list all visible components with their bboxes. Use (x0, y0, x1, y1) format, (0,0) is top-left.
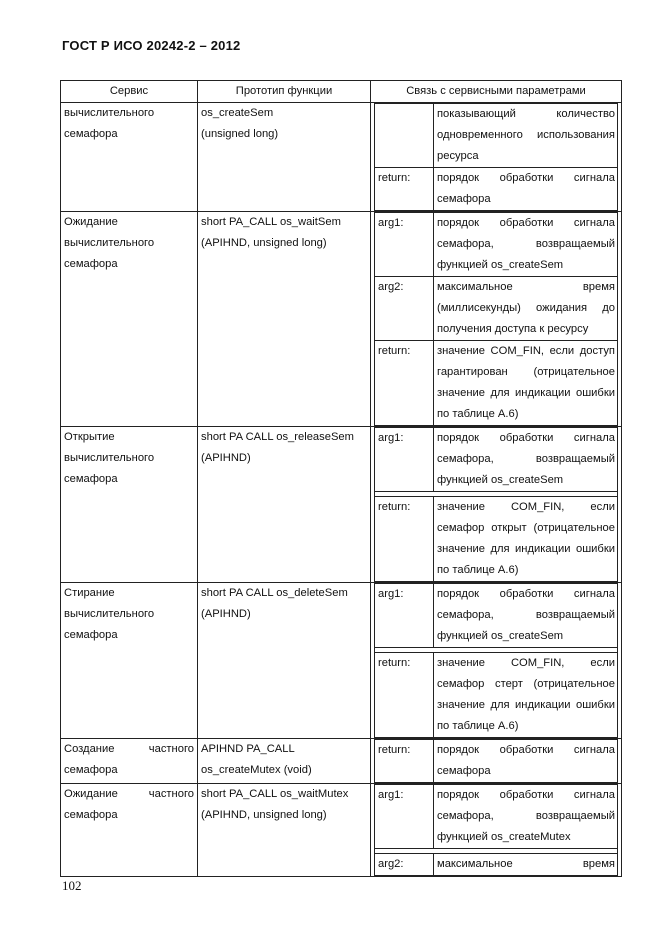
table-row (61, 103, 622, 212)
service-cell (61, 583, 198, 739)
parameters-cell (371, 427, 622, 583)
parameter-entry (375, 213, 618, 277)
parameter-key: return: (375, 168, 434, 211)
parameter-line: максимальное время (437, 281, 615, 293)
parameter-line: семафор стерт (отрицательное (437, 678, 615, 690)
parameter-entry (375, 104, 618, 168)
service-text: вычислительного (64, 107, 155, 119)
service-cell (61, 212, 198, 427)
parameter-line: функцией os_createMutex (437, 831, 571, 843)
parameter-entry (375, 740, 618, 783)
parameter-line: по таблице А.6) (437, 564, 519, 576)
parameter-entry (375, 277, 618, 341)
parameter-key: arg2: (375, 854, 434, 876)
parameters-cell (371, 583, 622, 739)
page-number: 102 (62, 878, 82, 893)
parameter-description (434, 785, 618, 849)
table-body (61, 103, 622, 877)
service-text: Ожидание (64, 216, 118, 228)
parameter-line: по таблице А.6) (437, 720, 519, 732)
parameter-line: показывающий количество (437, 108, 615, 120)
parameter-description (434, 213, 618, 277)
parameter-entry (375, 168, 618, 211)
prototype-text: os_createMutex (void) (201, 764, 312, 776)
parameter-line: семафора, возвращаемый (437, 238, 615, 250)
parameter-line: семафора, возвращаемый (437, 810, 615, 822)
table-row (61, 583, 622, 739)
parameter-line: семафор открыт (отрицательное (437, 522, 615, 534)
service-cell (61, 103, 198, 212)
parameter-line: семафора, возвращаемый (437, 453, 615, 465)
prototype-cell (198, 739, 371, 784)
prototype-text: short PA_CALL os_waitSem (201, 216, 341, 228)
service-cell (61, 427, 198, 583)
parameter-line: по таблице А.6) (437, 408, 519, 420)
parameter-entry (375, 854, 618, 876)
parameter-line: порядок обработки сигнала (437, 789, 615, 801)
parameter-list (374, 212, 618, 426)
service-text: Создание частного (64, 743, 194, 755)
parameter-line: значение для индикации ошибки (437, 699, 615, 711)
prototype-cell (198, 427, 371, 583)
parameter-line: порядок обработки сигнала (437, 432, 615, 444)
service-cell (61, 739, 198, 784)
parameter-line: семафора (437, 765, 491, 777)
parameter-line: гарантирован (отрицательное (437, 366, 615, 378)
prototype-text: os_createSem (201, 107, 274, 119)
service-cell (61, 784, 198, 877)
parameter-key: return: (375, 653, 434, 738)
parameter-line: семафора, возвращаемый (437, 609, 615, 621)
parameter-line: порядок обработки сигнала (437, 588, 615, 600)
parameter-line: значение COM_FIN, если (437, 501, 615, 513)
parameter-description (434, 497, 618, 582)
prototype-text: short PA CALL os_releaseSem (201, 431, 354, 443)
column-header-service: Сервис (61, 81, 198, 103)
parameter-key: arg1: (375, 785, 434, 849)
parameters-cell (371, 212, 622, 427)
parameter-key: return: (375, 740, 434, 783)
parameter-list (374, 103, 618, 211)
parameter-line: значение для индикации ошибки (437, 543, 615, 555)
parameter-description (434, 428, 618, 492)
parameter-line: значение для индикации ошибки (437, 387, 615, 399)
parameter-list (374, 784, 618, 876)
parameter-key: return: (375, 341, 434, 426)
parameter-key (375, 104, 434, 168)
parameter-line: значение COM_FIN, если доступ (437, 345, 615, 357)
service-text: семафора (64, 473, 118, 485)
parameter-description (434, 854, 618, 876)
service-text: семафора (64, 258, 118, 270)
prototype-cell (198, 103, 371, 212)
document-header: ГОСТ Р ИСО 20242-2 – 2012 (62, 38, 241, 53)
prototype-text: (APIHND, unsigned long) (201, 237, 327, 249)
parameter-line: (миллисекунды) ожидания до (437, 302, 615, 314)
parameter-entry (375, 497, 618, 582)
parameter-description (434, 341, 618, 426)
table-row (61, 427, 622, 583)
parameter-key: return: (375, 497, 434, 582)
parameter-description (434, 168, 618, 211)
parameter-key: arg2: (375, 277, 434, 341)
table-row (61, 212, 622, 427)
parameter-line: порядок обработки сигнала (437, 744, 615, 756)
service-text: Открытие (64, 431, 115, 443)
prototype-cell (198, 784, 371, 877)
parameter-entry (375, 341, 618, 426)
parameter-line: порядок обработки сигнала (437, 172, 615, 184)
parameter-key: arg1: (375, 584, 434, 648)
parameter-line: порядок обработки сигнала (437, 217, 615, 229)
parameter-list (374, 739, 618, 783)
parameter-line: семафора (437, 193, 491, 205)
parameter-entry (375, 653, 618, 738)
prototype-text: (APIHND) (201, 452, 251, 464)
prototype-text: short PA_CALL os_waitMutex (201, 788, 349, 800)
parameter-line: значение COM_FIN, если (437, 657, 615, 669)
prototype-text: APIHND PA_CALL (201, 743, 295, 755)
table-header-row (61, 81, 622, 103)
parameter-line: получения доступа к ресурсу (437, 323, 589, 335)
parameter-line: функцией os_createSem (437, 474, 564, 486)
parameter-key: arg1: (375, 428, 434, 492)
service-text: Стирание (64, 587, 115, 599)
parameter-line: одновременного использования (437, 129, 615, 141)
parameter-line: функцией os_createSem (437, 630, 564, 642)
parameter-line: максимальное время (437, 858, 615, 870)
service-text: семафора (64, 764, 118, 776)
parameter-list (374, 427, 618, 582)
parameter-line: ресурса (437, 150, 479, 162)
parameters-cell (371, 784, 622, 877)
service-text: Ожидание частного (64, 788, 194, 800)
column-header-prototype: Прототип функции (198, 81, 371, 103)
service-text: семафора (64, 629, 118, 641)
parameter-description (434, 740, 618, 783)
parameter-key: arg1: (375, 213, 434, 277)
service-text: вычислительного (64, 608, 155, 620)
parameter-entry (375, 428, 618, 492)
parameters-cell (371, 103, 622, 212)
service-text: вычислительного (64, 237, 155, 249)
service-text: семафора (64, 809, 118, 821)
prototype-cell (198, 583, 371, 739)
service-table (60, 80, 622, 877)
parameter-entry (375, 584, 618, 648)
prototype-cell (198, 212, 371, 427)
parameter-line: функцией os_createSem (437, 259, 564, 271)
service-text: семафора (64, 128, 118, 140)
parameter-list (374, 583, 618, 738)
parameter-description (434, 104, 618, 168)
prototype-text: short PA CALL os_deleteSem (201, 587, 348, 599)
parameter-description (434, 584, 618, 648)
prototype-text: (unsigned long) (201, 128, 279, 140)
table-row (61, 739, 622, 784)
service-text: вычислительного (64, 452, 155, 464)
parameter-description (434, 653, 618, 738)
column-header-parameters: Связь с сервисными параметрами (371, 81, 622, 103)
parameters-cell (371, 739, 622, 784)
parameter-description (434, 277, 618, 341)
prototype-text: (APIHND) (201, 608, 251, 620)
parameter-entry (375, 785, 618, 849)
table-row (61, 784, 622, 877)
prototype-text: (APIHND, unsigned long) (201, 809, 327, 821)
